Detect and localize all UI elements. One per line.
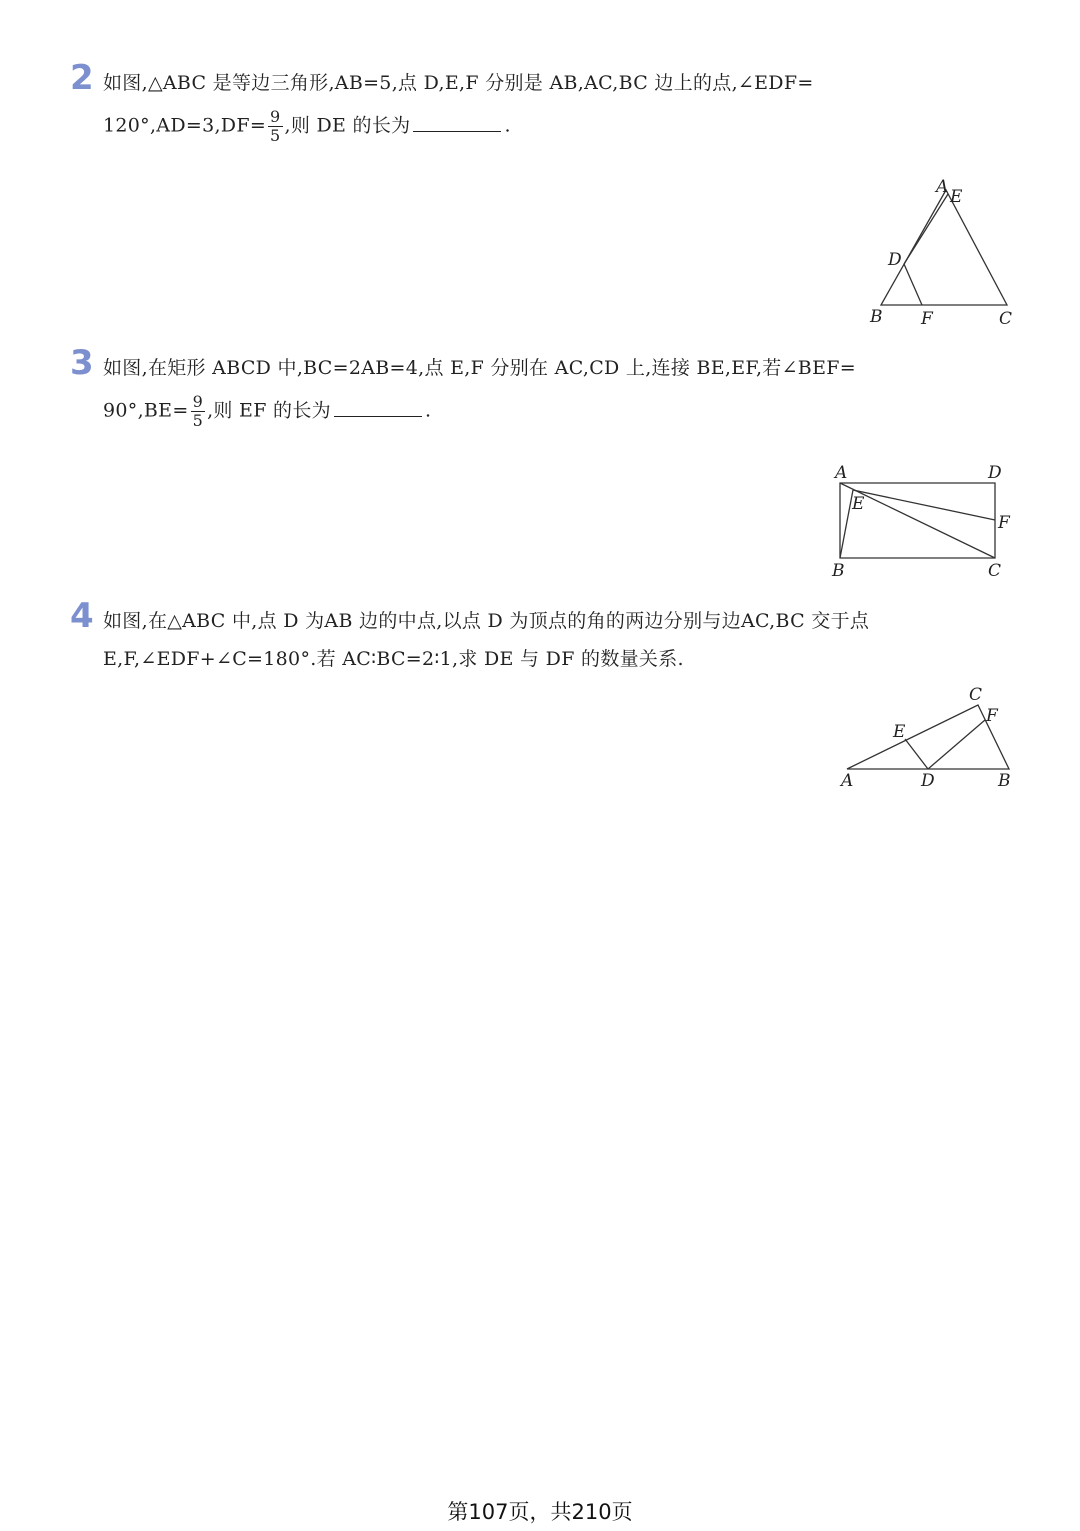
problem-text-line-1: 如图,在△ABC 中,点 D 为AB 边的中点,以点 D 为顶点的角的两边分别与边AC,BC 交于点 (103, 610, 870, 632)
problem-text-line-2 (103, 393, 431, 430)
label-f: F (921, 309, 933, 329)
figure-problem-3 (826, 458, 1016, 583)
text-segment: 90°,BE= (103, 399, 189, 422)
problem-number: 3 (70, 343, 94, 383)
label-f: F (998, 513, 1010, 533)
text-segment: 120°,AD=3,DF= (103, 114, 267, 137)
text-segment: . (504, 114, 511, 137)
segment-df (904, 264, 922, 305)
text-segment: . (424, 399, 432, 422)
answer-blank[interactable] (334, 398, 422, 417)
label-d: D (888, 250, 902, 270)
label-a: A (835, 463, 848, 483)
label-e: E (893, 722, 906, 742)
figure-problem-2 (866, 172, 1026, 332)
label-d: D (921, 771, 935, 791)
label-a: A (841, 771, 854, 791)
segment-de (905, 739, 928, 769)
label-e: E (852, 494, 865, 514)
fraction-numerator: 9 (270, 107, 281, 126)
label-e: E (950, 187, 963, 207)
fraction (191, 393, 205, 430)
segment-ef (853, 490, 995, 520)
label-d: D (988, 463, 1002, 483)
fraction-denominator: 5 (270, 126, 281, 145)
label-c: C (969, 685, 983, 705)
problem-text-line-2 (103, 108, 511, 145)
triangle-abc (881, 190, 1007, 305)
text-segment: ,则 DE 的长为 (284, 114, 411, 137)
problem-number: 2 (70, 58, 94, 98)
label-b: B (832, 561, 845, 581)
label-b: B (870, 307, 883, 327)
label-b: B (998, 771, 1011, 791)
triangle-abc (847, 705, 1009, 769)
label-c: C (999, 309, 1013, 329)
text-segment: ,则 EF 的长为 (207, 399, 331, 422)
figure-problem-4 (835, 682, 1025, 792)
fraction-denominator: 5 (192, 411, 204, 430)
fraction-numerator: 9 (192, 392, 204, 411)
problem-text-line-1: 如图,△ABC 是等边三角形,AB=5,点 D,E,F 分别是 AB,AC,BC 边上的点,∠EDF= (103, 72, 814, 94)
label-f: F (986, 706, 998, 726)
label-c: C (988, 561, 1002, 581)
answer-blank[interactable] (413, 113, 501, 132)
segment-df (928, 720, 985, 769)
page-footer: 第107页，共210页 (447, 1500, 633, 1524)
fraction (268, 108, 282, 145)
problem-number: 4 (70, 596, 94, 636)
segment-de (904, 194, 948, 264)
problem-text-line-2: E,F,∠EDF+∠C=180°.若 AC∶BC=2∶1,求 DE 与 DF 的数量关系. (103, 648, 684, 670)
problem-text-line-1: 如图,在矩形 ABCD 中,BC=2AB=4,点 E,F 分别在 AC,CD 上,连接 BE,EF,若∠BEF= (103, 357, 856, 379)
label-a: A (936, 177, 949, 197)
